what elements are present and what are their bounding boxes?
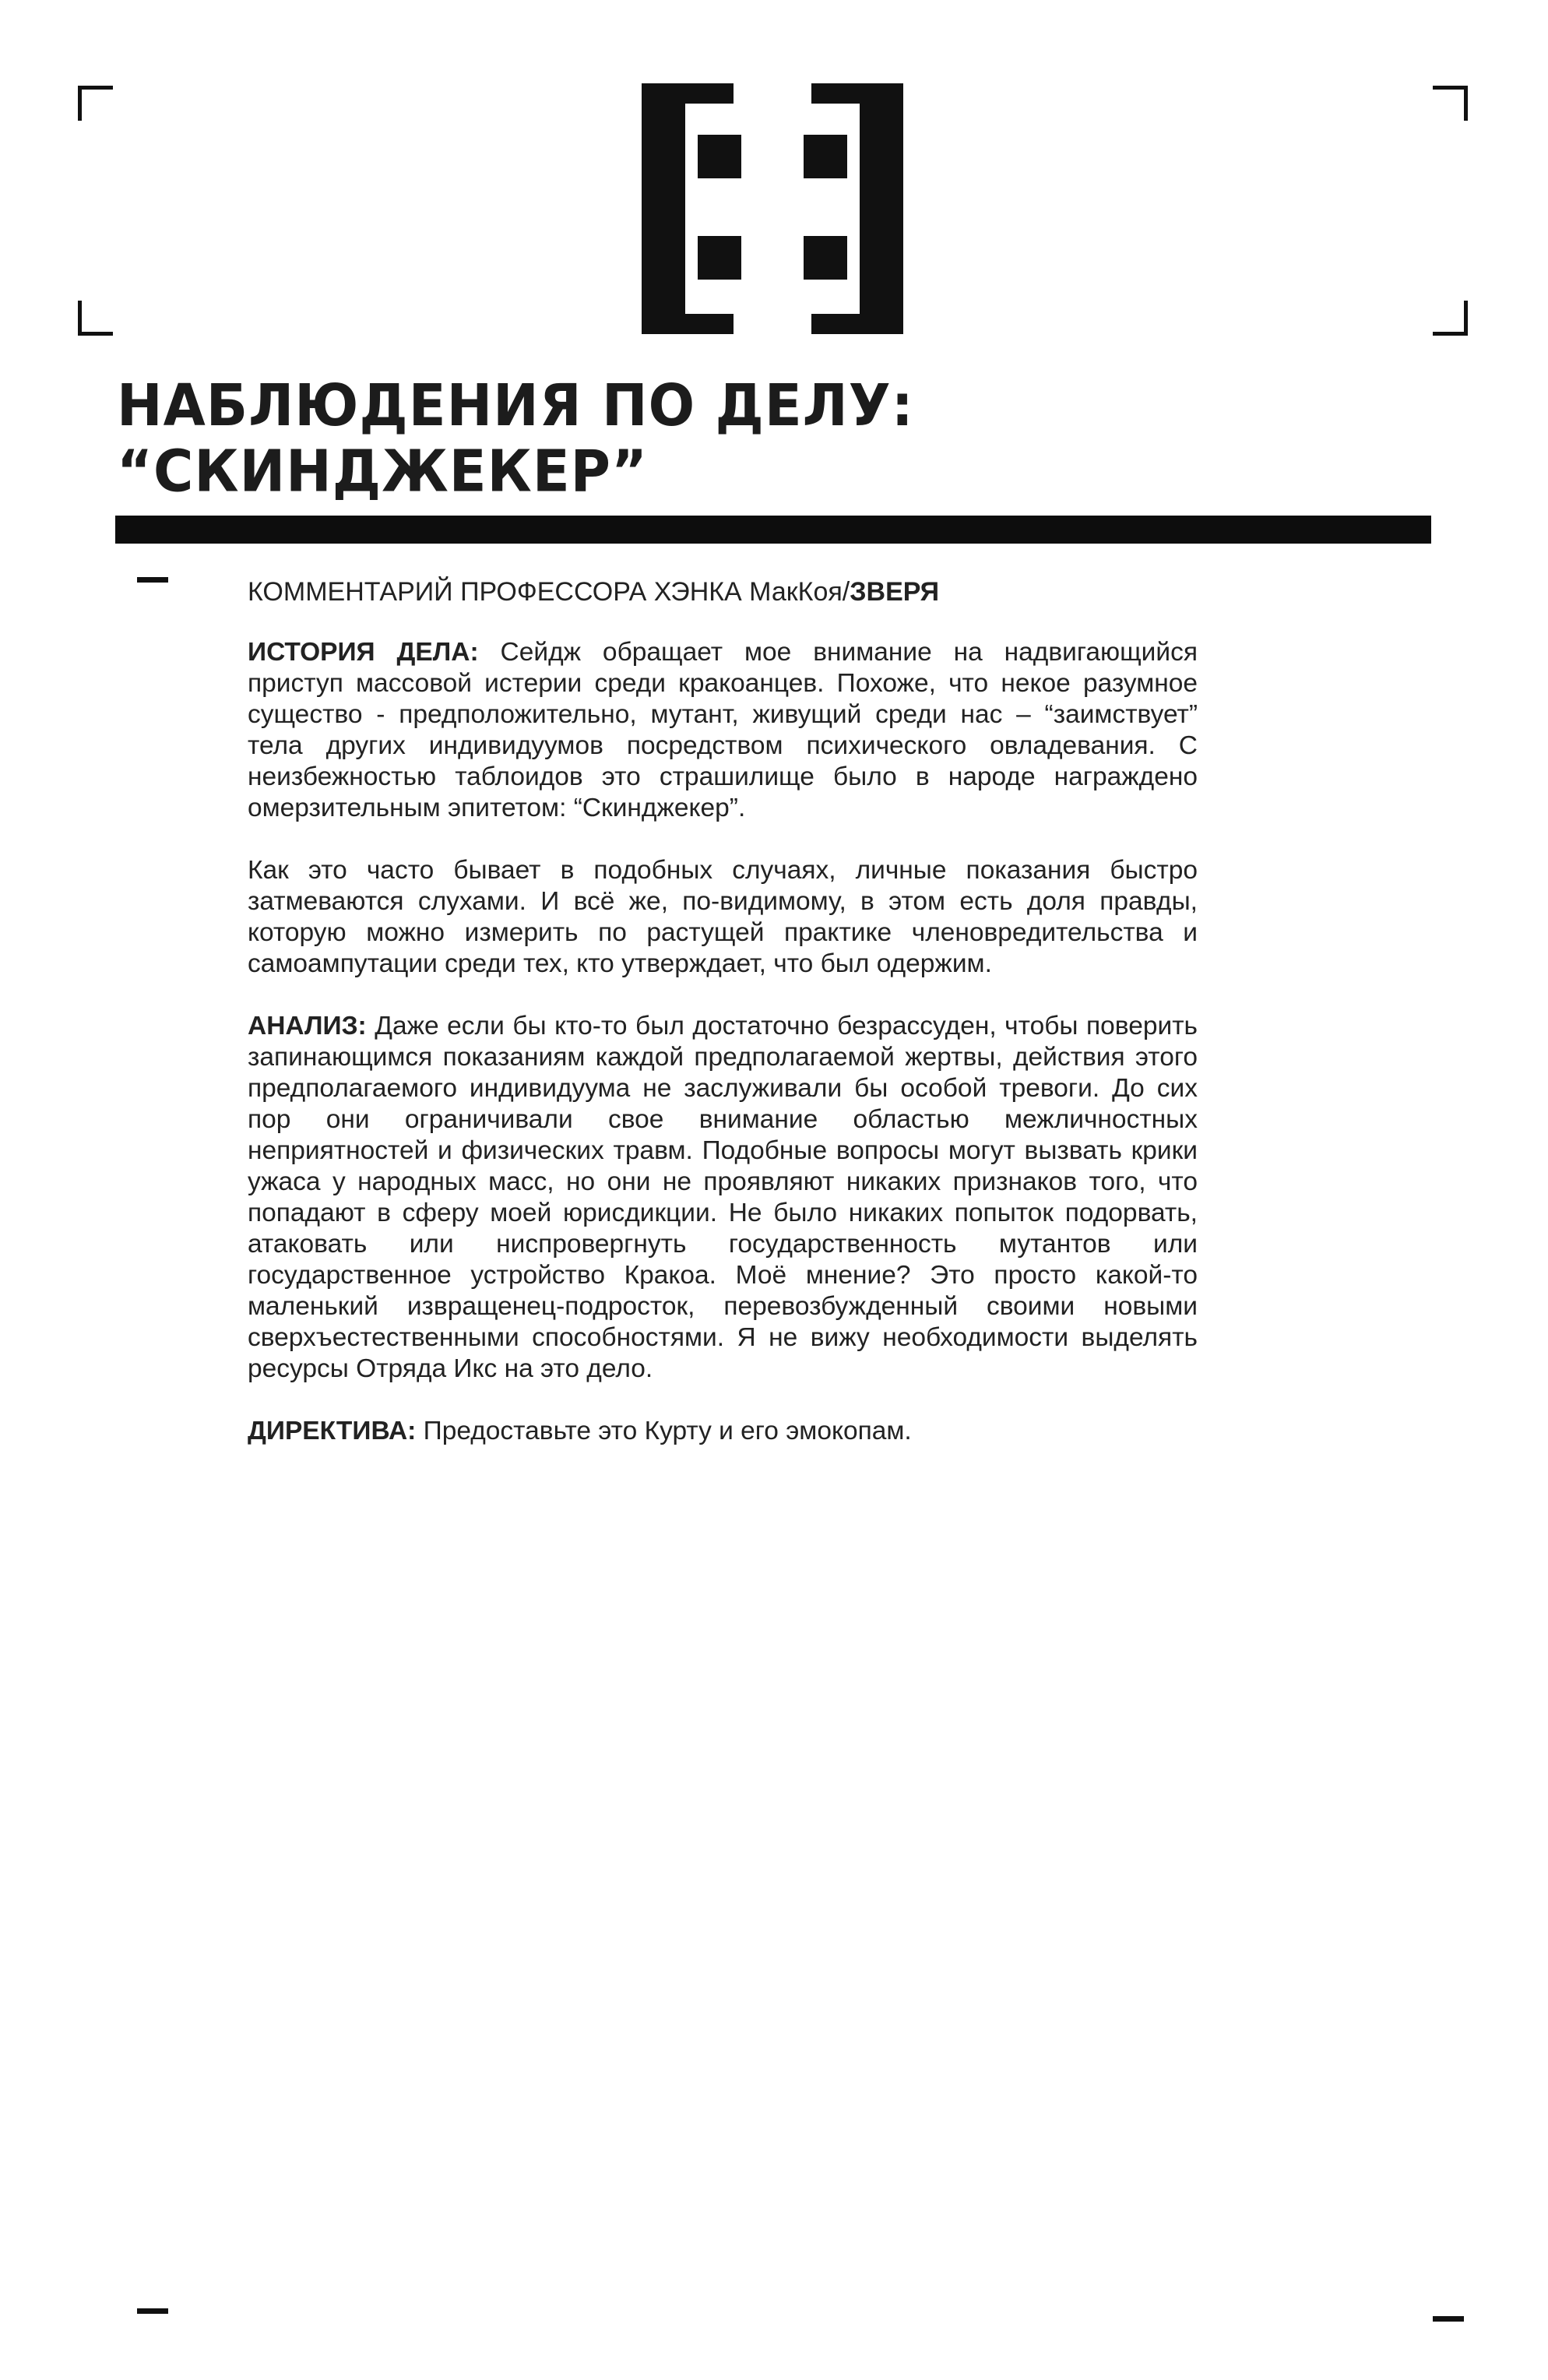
paragraph-heading: ДИРЕКТИВА: xyxy=(248,1417,417,1445)
title-line-1: НАБЛЮДЕНИЯ ПО ДЕЛУ: xyxy=(117,371,914,439)
crop-mark-top-right xyxy=(1433,86,1468,121)
crop-mark-bottom-right xyxy=(1433,301,1468,336)
paragraph-text: Сейдж обращает мое внимание на надвигающийся приступ массовой истерии среди кракоанцев. Похоже, что некое разумное существо - предположительно, мутант, живущий среди нас – “заимствует” тела других индивидуумов посредством психического овладевания. С неизбежностью таблоидов это страшилище было в народе награждено омерзительным эпитетом: “Скинджекер”. xyxy=(248,638,1198,822)
document-body xyxy=(248,637,1198,1478)
margin-dash-bottom-right xyxy=(1433,2316,1464,2322)
paragraph-heading: АНАЛИЗ: xyxy=(248,1012,367,1040)
paragraph-history xyxy=(248,637,1198,824)
byline xyxy=(248,575,1198,609)
paragraph-text: Даже если бы кто-то был достаточно безрассуден, чтобы поверить запинающимся показаниям каждой предполагаемой жертвы, действия этого предполагаемого индивидуума не заслуживали бы особой тревоги. До сих пор они ограничивали свое внимание областью межличностных неприятностей и физических травм. Подобные вопросы могут вызвать крики ужаса у народных масс, но они не проявляют никаких признаков того, что попадают в сферу моей юрисдикции. Не было никаких попыток подорвать, атаковать или ниспровергнуть государственность мутантов или государственное устройство Кракоа. Моё мнение? Это просто какой-то маленький извращенец-подросток, перевозбужденный своими новыми сверхъестественными способностями. Я не вижу необходимости выделять ресурсы Отряда Икс на это дело. xyxy=(248,1012,1198,1383)
title-divider xyxy=(115,516,1431,544)
page-title xyxy=(117,372,1285,505)
paragraph-directive xyxy=(248,1416,1198,1447)
paragraph-text: Как это часто бывает в подобных случаях, личные показания быстро затмеваются слухами. И всё же, по-видимому, в этом есть доля правды, которую можно измерить по растущей практике членовредительства и самоампутации среди тех, кто утверждает, что был одержим. xyxy=(248,856,1198,978)
margin-dash-top xyxy=(137,577,168,583)
paragraph-heading: ИСТОРИЯ ДЕЛА: xyxy=(248,638,479,667)
x-brackets-logo-icon xyxy=(642,83,903,334)
paragraph-rumors xyxy=(248,855,1198,980)
paragraph-text: Предоставьте это Курту и его эмокопам. xyxy=(416,1417,912,1445)
title-line-2: “СКИНДЖЕКЕР” xyxy=(117,437,648,505)
byline-bold: ЗВЕРЯ xyxy=(850,577,940,607)
crop-mark-top-left xyxy=(78,86,113,121)
byline-prefix: КОММЕНТАРИЙ ПРОФЕССОРА ХЭНКА МакКоя/ xyxy=(248,577,850,607)
paragraph-analysis xyxy=(248,1011,1198,1385)
margin-dash-bottom-left xyxy=(137,2308,168,2314)
crop-mark-bottom-left xyxy=(78,301,113,336)
